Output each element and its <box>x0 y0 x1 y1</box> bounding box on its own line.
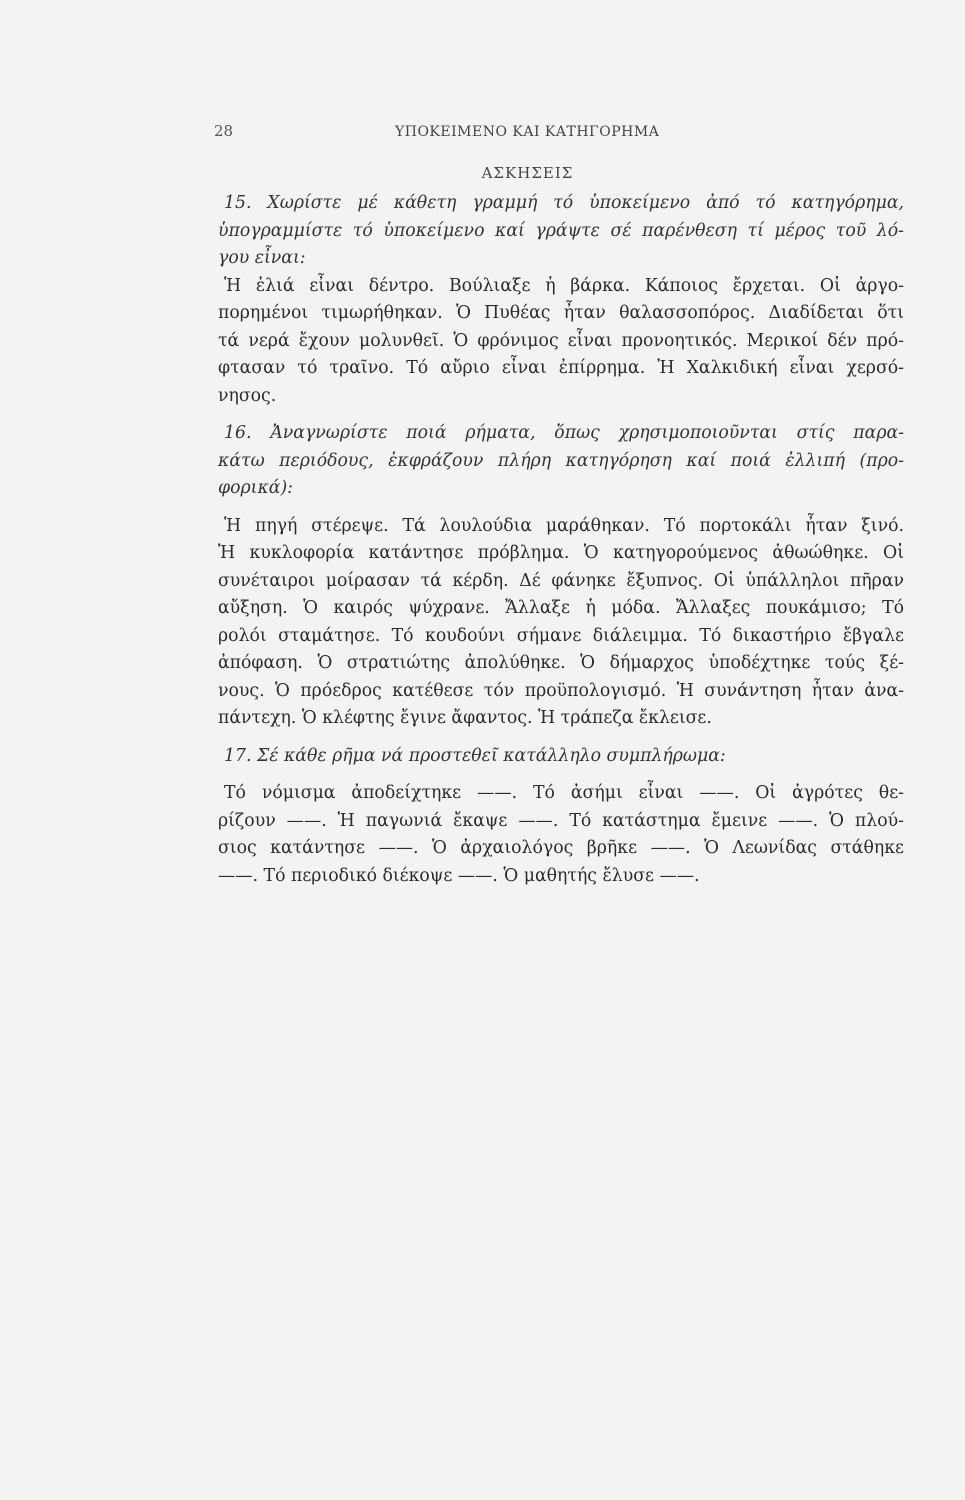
exercise-16-text-line: Ἡ πηγή στέρεψε. Τά λουλούδια μαράθηκαν. Τό πορτοκάλι ἦταν ξινό. <box>224 515 904 536</box>
exercise-17-text-line: ——. Τό περιοδικό διέκοψε ——. Ὁ μαθητής ἔλυσε ——. <box>218 865 700 886</box>
exercise-15-instruction-line: ὑπογραμμίστε τό ὑποκείμενο καί γράψτε σέ παρένθεση τί μέρος τοῦ λό- <box>218 220 904 241</box>
exercise-16-instruction-line: κάτω περιόδους, ἐκφράζουν πλήρη κατηγόρηση καί ποιά ἐλλιπή (προ- <box>218 450 904 471</box>
exercise-16-text-line: ρολόι σταμάτησε. Τό κουδούνι σήμανε διάλειμμα. Τό δικαστήριο ἔβγαλε <box>218 625 904 646</box>
exercise-17-text-line: ρίζουν ——. Ἡ παγωνιά ἔκαψε ——. Τό κατάστημα ἔμεινε ——. Ὁ πλού- <box>218 810 904 831</box>
exercise-16-text-line: νους. Ὁ πρόεδρος κατέθεσε τόν προϋπολογισμό. Ἡ συνάντηση ἦταν ἀνα- <box>218 680 904 701</box>
exercise-15 <box>218 190 904 410</box>
page-number: 28 <box>214 122 234 140</box>
spacer <box>218 733 904 743</box>
exercise-15-text-line: τά νερά ἔχουν μολυνθεῖ. Ὁ φρόνιμος εἶναι προνοητικός. Μερικοί δέν πρό- <box>218 330 904 351</box>
exercise-15-text-line: νησος. <box>218 385 277 406</box>
exercise-16-text-line: συνέταιροι μοίρασαν τά κέρδη. Δέ φάνηκε ἔξυπνος. Οἱ ὑπάλληλοι πῆραν <box>218 570 904 591</box>
exercise-17-text-line: Τό νόμισμα ἀποδείχτηκε ——. Τό ἀσήμι εἶναι ——. Οἱ ἀγρότες θε- <box>224 783 904 803</box>
spacer <box>218 503 904 513</box>
exercise-15-instruction-line: 15. Χωρίστε μέ κάθετη γραμμή τό ὑποκείμενο ἀπό τό κατηγόρημα, <box>224 193 904 213</box>
exercise-15-instruction-line: γου εἶναι: <box>218 248 306 268</box>
exercise-16-text-line: πάντεχη. Ὁ κλέφτης ἔγινε ἄφαντος. Ἡ τράπεζα ἔκλεισε. <box>218 708 712 728</box>
exercise-17 <box>218 743 904 891</box>
exercise-16-text-line: αὔξηση. Ὁ καιρός ψύχρανε. Ἄλλαξε ἡ μόδα. Ἄλλαξες πουκάμισο; Τό <box>218 598 904 618</box>
running-title: ΥΠΟΚΕΙΜΕΝΟ ΚΑΙ ΚΑΤΗΓΟΡΗΜΑ <box>395 124 660 140</box>
exercise-16-text-line: ἀπόφαση. Ὁ στρατιώτης ἀπολύθηκε. Ὁ δήμαρχος ὑποδέχτηκε τούς ξέ- <box>218 653 904 673</box>
exercise-17-instruction-line: 17. Σέ κάθε ρῆμα νά προστεθεῖ κατάλληλο συμπλήρωμα: <box>224 745 726 766</box>
exercise-15-text-line: πορημένοι τιμωρήθηκαν. Ὁ Πυθέας ἦταν θαλασσοπόρος. Διαδίδεται ὅτι <box>218 303 904 323</box>
exercise-16-instruction-line: φορικά): <box>218 478 294 498</box>
exercise-17-text-line: σιος κατάντησε ——. Ὁ ἀρχαιολόγος βρῆκε ——. Ὁ Λεωνίδας στάθηκε <box>218 838 904 858</box>
exercises-body <box>218 190 904 890</box>
page-header <box>0 122 965 146</box>
exercise-15-text-line: φτασαν τό τραῖνο. Τό αὔριο εἶναι ἐπίρρημα. Ἡ Χαλκιδική εἶναι χερσό- <box>218 358 904 378</box>
spacer <box>218 770 904 780</box>
section-title: ΑΣΚΗΣΕΙΣ <box>481 164 574 182</box>
spacer <box>218 410 904 420</box>
exercise-15-text-line: Ἡ ἐλιά εἶναι δέντρο. Βούλιαξε ἡ βάρκα. Κάποιος ἔρχεται. Οἱ ἀργο- <box>224 275 904 296</box>
exercise-16-instruction-line: 16. Ἀναγνωρίστε ποιά ρήματα, ὅπως χρησιμοποιοῦνται στίς παρα- <box>224 423 904 443</box>
exercise-16 <box>218 420 904 733</box>
exercise-16-text-line: Ἡ κυκλοφορία κατάντησε πρόβλημα. Ὁ κατηγορούμενος ἀθωώθηκε. Οἱ <box>218 543 904 563</box>
